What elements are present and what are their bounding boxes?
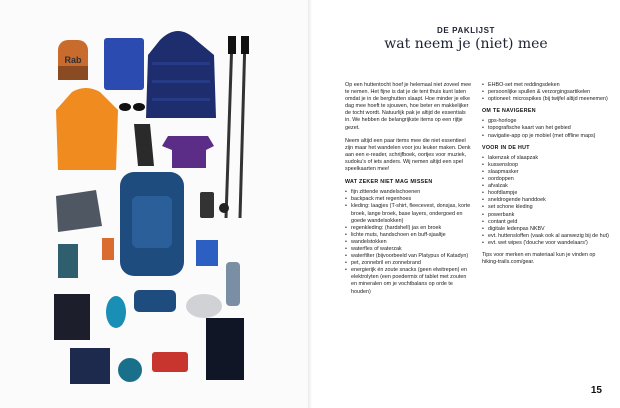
list-item: • digitale ledenpas NKBV <box>482 226 612 233</box>
water-bottle-icon <box>226 262 240 306</box>
page-title: wat neem je (niet) mee <box>384 36 548 52</box>
list-item: • backpack met regenhoes <box>345 196 472 203</box>
first-aid-list <box>482 82 612 103</box>
socks-icon <box>58 244 78 278</box>
shorts-icon <box>70 348 110 384</box>
cap-icon <box>186 294 222 318</box>
must-have-heading: WAT ZEKER NIET MAG MISSEN <box>345 179 433 186</box>
list-item: • optioneel: microspikes (bij twijfel altijd meenemen) <box>482 96 612 103</box>
navigation-list <box>482 118 612 139</box>
fleece-icon <box>104 38 144 90</box>
list-item: • persoonlijke spullen & verzorgingsartikelen <box>482 89 612 96</box>
rain-jacket-icon <box>56 88 118 170</box>
intro-paragraph-1: Op een huttentocht hoef je helemaal niet zoveel mee te nemen. Het fijne is dat je de tent thuis kunt laten omdat je in de berghutten slaapt. Hoe minder je elke dag mee hoeft te sjouwen, hoe beter en makkelijker de tocht wordt. Natuurlijk pak je altijd de essentials in. We hebben de belangrijkste items op een rijtje gezet. <box>345 82 472 131</box>
list-item: • gps-horloge <box>482 118 612 125</box>
pants-icon <box>54 294 90 340</box>
list-item: • oordoppen <box>482 176 612 183</box>
footer-tip: Tips voor merken en materiaal kun je vinden op hiking-trails.com/gear. <box>482 251 596 266</box>
tshirt-icon <box>162 136 214 168</box>
list-item: • powerbank <box>482 212 612 219</box>
text-column-left <box>345 82 472 301</box>
list-item: • topografische kaart van het gebied <box>482 125 612 132</box>
hip-bag-icon <box>134 290 176 312</box>
list-item: • wandelstokken <box>345 239 472 246</box>
slippers-icon <box>106 296 126 328</box>
list-item: • evt. huttensloffen (vaak ook al aanwezig bij de hut) <box>482 233 612 240</box>
phone-icon <box>200 192 214 218</box>
list-item: • kleding: laagjes (T-shirt, fleecevest, donsjas, korte broek, lange broek, base layers, ondergoed en goede wandelsokken) <box>345 203 472 224</box>
list-item: • sneldrogende handdoek <box>482 197 612 204</box>
list-item: • afvalzak <box>482 183 612 190</box>
navigation-heading: OM TE NAVIGEREN <box>482 108 536 115</box>
sunglasses-icon <box>119 103 145 111</box>
list-item: • navigatie-app op je mobiel (met offline maps) <box>482 133 612 140</box>
hut-list <box>482 155 612 247</box>
first-aid-kit-icon <box>152 352 188 372</box>
hiking-boots-icon <box>56 190 102 232</box>
list-item: • waterfles of waterzak <box>345 246 472 253</box>
list-item: • lakenzak of slaapzak <box>482 155 612 162</box>
list-item: • evt. wet wipes ('douche voor wandelaars') <box>482 240 612 247</box>
list-item: • energierijk én zoute snacks (geen elwitrepen) en elektrolyten (een poedermix of tablet met zouten en mineralen om je vochtbalans op orde te houden) <box>345 267 472 295</box>
down-jacket-icon <box>146 31 216 118</box>
beanie-icon <box>58 40 88 80</box>
intro-paragraph-2: Neem altijd een paar items mee die niet essentieel zijn maar het wandelen voor jou leuker maken. Denk aan een e-reader, schrijfboek, oortjes voor muziek, sudoku's of iets anders. Wij nemen altijd een spel speelkaarten mee! <box>345 137 471 173</box>
beanie-logo: Rab <box>64 55 82 65</box>
list-item: • set schone kleding <box>482 204 612 211</box>
backpack-icon <box>120 172 184 276</box>
hut-heading: VOOR IN DE HUT <box>482 144 530 151</box>
right-page <box>312 0 620 408</box>
list-item: • lichte muts, handschoen en buff-sjaaltje <box>345 232 472 239</box>
trousers-icon <box>206 318 244 380</box>
list-item: • pet, zonnebril en zonnebrand <box>345 260 472 267</box>
list-item: • EHBO-set met reddingsdeken <box>482 82 612 89</box>
towel-icon <box>196 240 218 266</box>
must-have-list <box>345 189 472 295</box>
text-column-right <box>482 82 612 272</box>
gps-watch-icon <box>219 203 229 213</box>
list-item: • hoofdlampje <box>482 190 612 197</box>
list-item: • waterfilter (bijvoorbeeld van Platypus of Katadyn) <box>345 253 472 260</box>
list-item: • fijn zittende wandelschoenen <box>345 189 472 196</box>
buff-icon <box>118 358 142 382</box>
list-item: • regenkleding: (hardshell) jas en broek <box>345 225 472 232</box>
list-item: • slaapmasker <box>482 169 612 176</box>
section-kicker: DE PAKLIJST <box>436 26 495 35</box>
page-number: 15 <box>590 385 602 396</box>
gloves-icon <box>134 124 154 166</box>
energy-bar-icon <box>102 238 114 260</box>
trekking-poles-icon <box>226 36 249 218</box>
list-item: • contant geld <box>482 219 612 226</box>
list-item: • kussensloop <box>482 162 612 169</box>
